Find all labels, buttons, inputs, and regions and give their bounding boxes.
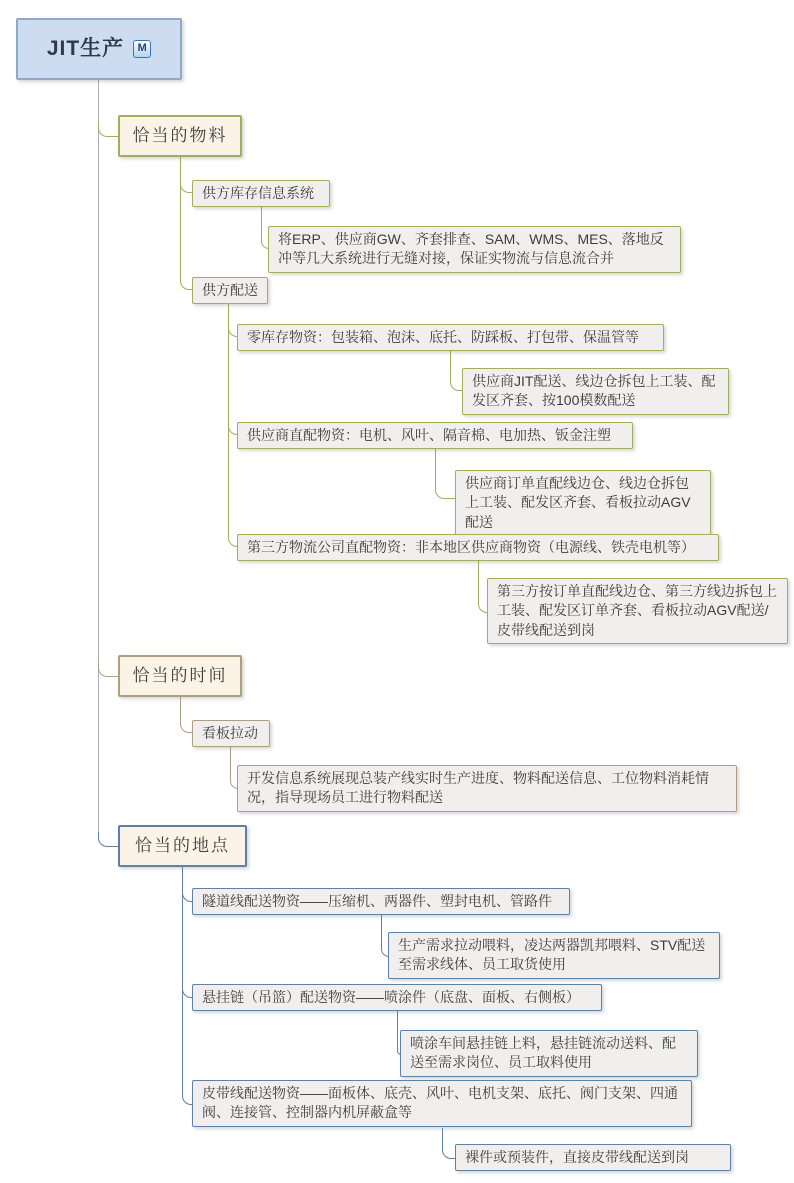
root-label: JIT生产 bbox=[46, 36, 125, 60]
connector bbox=[435, 484, 456, 499]
connector bbox=[98, 80, 99, 838]
node-third-party-note[interactable]: 第三方按订单直配线边仓、第三方线边拆包上工装、配发区订单齐套、看板拉动AGV配送/皮带线配送到岗 bbox=[487, 578, 788, 644]
connector bbox=[182, 867, 183, 1097]
node-belt-line-note[interactable]: 裸件或预装件，直接皮带线配送到岗 bbox=[455, 1144, 731, 1171]
connector bbox=[98, 832, 119, 847]
node-zero-inventory-materials[interactable]: 零库存物资：包装箱、泡沫、底托、防踩板、打包带、保温管等 bbox=[237, 324, 664, 351]
node-erp-integration-note[interactable]: 将ERP、供应商GW、齐套排查、SAM、WMS、MES、落地反冲等几大系统进行无缝对接，保证实物流与信息流合并 bbox=[268, 226, 681, 273]
connector bbox=[98, 662, 119, 677]
connector bbox=[180, 157, 181, 281]
node-kanban-pull[interactable]: 看板拉动 bbox=[192, 720, 270, 747]
node-appropriate-location[interactable]: 恰当的地点 bbox=[118, 825, 247, 867]
node-supplier-inventory-system[interactable]: 供方库存信息系统 bbox=[192, 180, 330, 207]
connector bbox=[98, 122, 119, 137]
node-zero-inventory-note[interactable]: 供应商JIT配送、线边仓拆包上工装、配发区齐套、按100模数配送 bbox=[462, 368, 729, 415]
node-kanban-note[interactable]: 开发信息系统展现总装产线实时生产进度、物料配送信息、工位物料消耗情况，指导现场员工进行物料配送 bbox=[237, 765, 737, 812]
node-appropriate-time[interactable]: 恰当的时间 bbox=[118, 655, 242, 697]
node-appropriate-materials[interactable]: 恰当的物料 bbox=[118, 115, 242, 157]
node-hanging-chain-note[interactable]: 喷涂车间悬挂链上料，悬挂链流动送料、配送至需求岗位、员工取料使用 bbox=[400, 1030, 698, 1077]
node-belt-line[interactable]: 皮带线配送物资——面板体、底壳、风叶、电机支架、底托、阀门支架、四通阀、连接管、控制器内机屏蔽盒等 bbox=[192, 1080, 692, 1127]
node-supplier-direct-note[interactable]: 供应商订单直配线边仓、线边仓拆包上工装、配发区齐套、看板拉动AGV配送 bbox=[455, 470, 711, 536]
node-jit-root[interactable] bbox=[16, 18, 182, 80]
node-hanging-chain[interactable]: 悬挂链（吊篮）配送物资——喷涂件（底盘、面板、右侧板） bbox=[192, 984, 602, 1011]
node-tunnel-line[interactable]: 隧道线配送物资——压缩机、两器件、塑封电机、管路件 bbox=[192, 888, 570, 915]
node-supplier-delivery[interactable]: 供方配送 bbox=[192, 277, 268, 304]
node-supplier-direct-materials[interactable]: 供应商直配物资：电机、风叶、隔音棉、电加热、钣金注塑 bbox=[237, 422, 633, 449]
connector bbox=[442, 1144, 456, 1159]
node-tunnel-note[interactable]: 生产需求拉动喂料，凌达两器凯邦喂料、STV配送至需求线体、员工取货使用 bbox=[388, 932, 720, 979]
m-marker-icon[interactable]: M bbox=[133, 40, 151, 58]
node-third-party-logistics[interactable]: 第三方物流公司直配物资：非本地区供应商物资（电源线、铁壳电机等） bbox=[237, 534, 719, 561]
